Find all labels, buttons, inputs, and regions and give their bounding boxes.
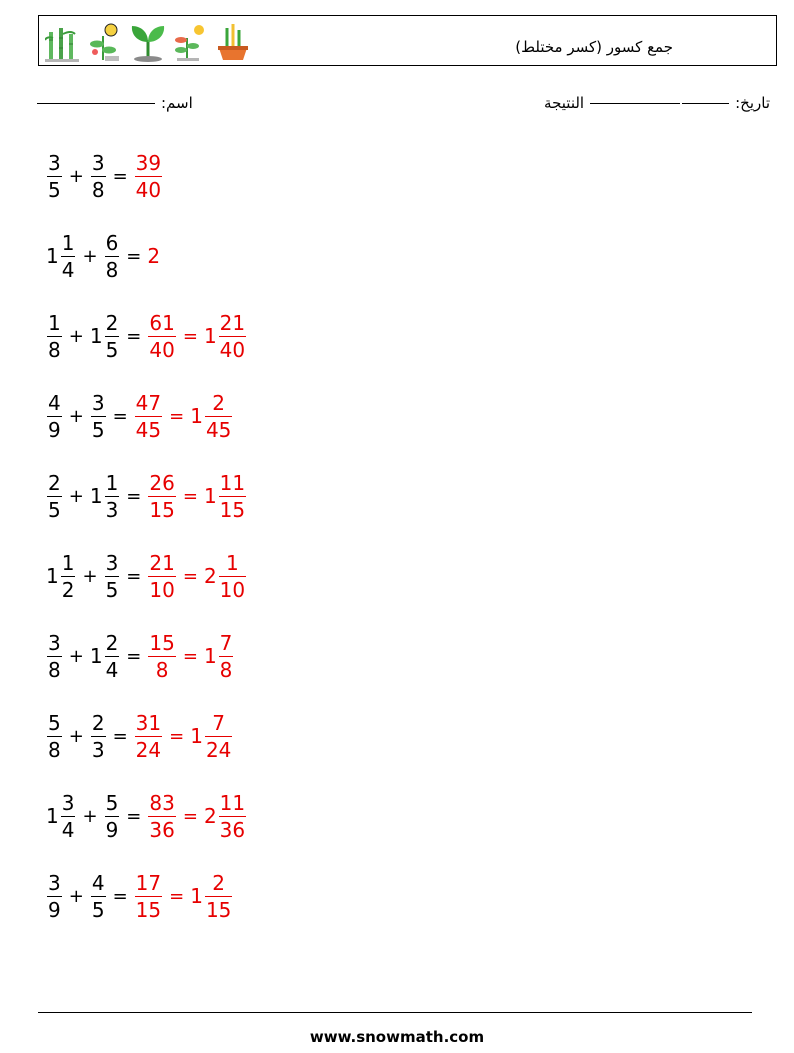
addend-b-fraction [91, 710, 106, 762]
footer-url: www.snowmath.com [309, 1028, 485, 1046]
plus-sign: + [82, 565, 98, 587]
addend-b-denominator: 3 [105, 497, 119, 522]
answer-improper-fraction [148, 310, 175, 362]
answer-mixed-whole: 1 [190, 884, 203, 908]
worksheet-header [38, 15, 777, 66]
plus-sign: + [68, 725, 84, 747]
answer-improper-numerator: 83 [149, 790, 175, 815]
addend-b-numerator: 3 [105, 550, 119, 575]
answer [147, 790, 247, 842]
answer-mixed [203, 630, 234, 682]
addend-a-numerator: 2 [48, 470, 61, 495]
addend-b [104, 790, 121, 842]
answer-mixed-numerator: 11 [219, 790, 246, 815]
answer [147, 310, 247, 362]
answer-improper [147, 244, 161, 268]
addend-b-fraction [105, 630, 120, 682]
addend-b-numerator: 4 [91, 870, 105, 895]
name-label: اسم: [161, 94, 193, 112]
answer-mixed-whole: 1 [203, 644, 217, 668]
date-blank [682, 102, 729, 104]
addend-b [89, 630, 120, 682]
problem-row [46, 144, 163, 208]
addend-a-fraction [47, 310, 62, 362]
addend-b [90, 710, 107, 762]
answer-improper-fraction [148, 550, 175, 602]
addend-b-whole: 1 [89, 484, 103, 508]
plus-sign: + [68, 485, 84, 507]
equals-sign: = [182, 645, 198, 667]
answer-improper-fraction [135, 870, 162, 922]
problem-row [46, 544, 247, 608]
answer-improper-fraction [148, 470, 175, 522]
answer-improper [147, 470, 176, 522]
answer-mixed-fraction [219, 790, 246, 842]
sprout-icon [129, 22, 167, 62]
answer-improper [147, 790, 176, 842]
addend-b-denominator: 5 [105, 337, 119, 362]
answer-improper-denominator: 8 [155, 657, 169, 682]
addend-a [46, 150, 63, 202]
addend-b [90, 390, 107, 442]
addend-a-numerator: 3 [61, 790, 75, 815]
answer-improper-numerator: 26 [149, 470, 175, 495]
answer-mixed-whole: 1 [190, 404, 203, 428]
answer-improper-denominator: 10 [149, 577, 175, 602]
answer-mixed-numerator: 2 [212, 390, 226, 415]
answer-improper [147, 550, 176, 602]
addend-b-denominator: 8 [91, 177, 105, 202]
addend-b-fraction [105, 550, 120, 602]
answer [134, 150, 163, 202]
addend-b-denominator: 9 [105, 817, 119, 842]
equals-sign: = [182, 325, 198, 347]
addend-a-denominator: 8 [48, 657, 61, 682]
answer-improper [134, 390, 163, 442]
answer-mixed-numerator: 7 [212, 710, 226, 735]
addend-a [46, 390, 63, 442]
answer-improper [134, 710, 163, 762]
addend-a-numerator: 3 [48, 630, 61, 655]
equals-sign: = [112, 165, 128, 187]
answer-mixed-fraction [219, 550, 246, 602]
equals-sign: = [169, 405, 185, 427]
problem-row [46, 864, 233, 928]
answer [147, 470, 247, 522]
answer-mixed-whole: 2 [203, 564, 217, 588]
addend-b-fraction [105, 470, 120, 522]
answer-improper-denominator: 40 [135, 177, 162, 202]
addend-a [46, 310, 63, 362]
answer-improper-numerator: 39 [135, 150, 162, 175]
answer-mixed-fraction [205, 390, 232, 442]
name-line [37, 94, 193, 112]
problem-row [46, 784, 247, 848]
addend-b [90, 150, 107, 202]
answer-mixed-denominator: 45 [205, 417, 232, 442]
addend-b [90, 870, 107, 922]
name-blank [37, 102, 155, 104]
addend-b-numerator: 2 [91, 710, 105, 735]
problem-row [46, 224, 161, 288]
addend-a-whole: 1 [46, 244, 59, 268]
answer-improper-fraction [135, 150, 162, 202]
sunflower-icon [173, 22, 209, 62]
addend-a-denominator: 5 [48, 177, 61, 202]
addend-a-fraction [47, 150, 62, 202]
answer-mixed [203, 550, 247, 602]
answer-mixed-numerator: 21 [219, 310, 246, 335]
problem-row [46, 704, 233, 768]
answer-mixed-fraction [219, 630, 234, 682]
answer-improper-denominator: 24 [135, 737, 162, 762]
addend-a-fraction [47, 630, 62, 682]
answer-mixed-fraction [219, 470, 246, 522]
addend-b-numerator: 2 [105, 310, 119, 335]
answer-mixed-denominator: 10 [219, 577, 246, 602]
addend-a-numerator: 1 [61, 550, 75, 575]
answer-mixed-denominator: 15 [205, 897, 232, 922]
addend-a [46, 870, 63, 922]
equals-sign: = [126, 645, 142, 667]
potted-plant-icon [215, 22, 251, 62]
score-blank [590, 102, 680, 104]
answer-mixed-whole: 2 [203, 804, 217, 828]
answer [134, 870, 234, 922]
answer-improper-numerator: 61 [149, 310, 175, 335]
answer-mixed-denominator: 24 [205, 737, 232, 762]
addend-a-fraction [61, 230, 76, 282]
addend-a-fraction [61, 790, 76, 842]
answer-improper-numerator: 47 [135, 390, 162, 415]
plus-sign: + [68, 165, 84, 187]
answer-mixed-denominator: 15 [219, 497, 246, 522]
addend-b-numerator: 2 [105, 630, 119, 655]
problem-row [46, 464, 247, 528]
answer [134, 710, 234, 762]
equals-sign: = [126, 325, 142, 347]
answer-mixed-numerator: 2 [212, 870, 226, 895]
answer-improper-denominator: 15 [135, 897, 162, 922]
answer-mixed-whole: 1 [203, 484, 217, 508]
addend-b-fraction [105, 790, 120, 842]
addend-b-denominator: 5 [91, 417, 105, 442]
addend-b-fraction [91, 390, 106, 442]
answer-improper [147, 630, 176, 682]
answer-improper-numerator: 31 [135, 710, 162, 735]
plus-sign: + [82, 805, 98, 827]
addend-a [46, 470, 63, 522]
addend-a [46, 230, 76, 282]
addend-b-fraction [91, 150, 106, 202]
addend-a-fraction [47, 710, 62, 762]
addend-b [104, 550, 121, 602]
answer-improper-denominator: 45 [135, 417, 162, 442]
answer-mixed [203, 470, 247, 522]
answer-mixed [190, 870, 233, 922]
addend-b-numerator: 5 [105, 790, 119, 815]
answer-improper [134, 150, 163, 202]
addend-a-denominator: 8 [48, 737, 61, 762]
answer-mixed-fraction [205, 870, 232, 922]
answer-mixed-whole: 1 [190, 724, 203, 748]
addend-b-whole: 1 [89, 644, 103, 668]
addend-a-denominator: 4 [61, 257, 75, 282]
addend-b-fraction [105, 230, 120, 282]
equals-sign: = [126, 565, 142, 587]
equals-sign: = [126, 245, 142, 267]
answer-improper-whole: 2 [147, 244, 161, 268]
addend-a-denominator: 4 [61, 817, 75, 842]
answer-improper-fraction [148, 630, 175, 682]
addend-b-fraction [91, 870, 106, 922]
addend-a-fraction [47, 870, 62, 922]
answer-improper-fraction [135, 710, 162, 762]
equals-sign: = [182, 805, 198, 827]
addend-b-numerator: 1 [105, 470, 119, 495]
answer-improper-denominator: 15 [149, 497, 175, 522]
addend-a-fraction [47, 470, 62, 522]
addend-a-denominator: 9 [48, 897, 61, 922]
addend-b [89, 310, 120, 362]
answer-improper-numerator: 17 [135, 870, 162, 895]
answer-improper-numerator: 21 [149, 550, 175, 575]
plus-sign: + [68, 325, 84, 347]
addend-a [46, 630, 63, 682]
answer-improper [134, 870, 163, 922]
addend-b-denominator: 5 [105, 577, 119, 602]
addend-b-denominator: 8 [105, 257, 119, 282]
addend-a-denominator: 8 [48, 337, 61, 362]
addend-a-numerator: 3 [48, 150, 61, 175]
addend-a-denominator: 2 [61, 577, 75, 602]
plus-sign: + [82, 245, 98, 267]
equals-sign: = [169, 885, 185, 907]
addend-b [104, 230, 121, 282]
addend-b-numerator: 3 [91, 390, 105, 415]
addend-a-numerator: 1 [61, 230, 75, 255]
answer-mixed-denominator: 8 [219, 657, 233, 682]
answer-mixed [190, 710, 233, 762]
answer [147, 244, 161, 268]
addend-a-whole: 1 [46, 564, 59, 588]
date-label: تاريخ: [735, 94, 770, 112]
answer-mixed [190, 390, 233, 442]
answer-mixed-whole: 1 [203, 324, 217, 348]
addend-a-denominator: 9 [48, 417, 61, 442]
plus-sign: + [68, 405, 84, 427]
answer-mixed-fraction [205, 710, 232, 762]
addend-b-denominator: 4 [105, 657, 119, 682]
equals-sign: = [182, 565, 198, 587]
equals-sign: = [112, 405, 128, 427]
answer-improper-fraction [135, 390, 162, 442]
addend-a-fraction [61, 550, 76, 602]
addend-b-denominator: 5 [91, 897, 105, 922]
problem-row [46, 624, 234, 688]
bamboo-icon [45, 24, 81, 62]
answer-mixed [203, 790, 247, 842]
answer-mixed-fraction [219, 310, 246, 362]
plus-sign: + [68, 645, 84, 667]
addend-a [46, 550, 76, 602]
answer [147, 550, 247, 602]
footer-divider [38, 1012, 752, 1013]
addend-b-fraction [105, 310, 120, 362]
equals-sign: = [112, 885, 128, 907]
addend-a [46, 790, 76, 842]
addend-b-numerator: 6 [105, 230, 119, 255]
answer-mixed-numerator: 1 [226, 550, 239, 575]
answer-improper-numerator: 15 [149, 630, 175, 655]
addend-a-numerator: 1 [48, 310, 61, 335]
equals-sign: = [112, 725, 128, 747]
flower-plant-icon [87, 22, 123, 62]
worksheet-title: جمع كسور (كسر مختلط) [515, 38, 673, 56]
answer-improper [147, 310, 176, 362]
answer-mixed-denominator: 40 [219, 337, 246, 362]
answer [147, 630, 234, 682]
answer-mixed-numerator: 11 [219, 470, 246, 495]
answer-improper-denominator: 36 [149, 817, 175, 842]
addend-a-fraction [47, 390, 62, 442]
addend-b-numerator: 3 [91, 150, 105, 175]
addend-a-numerator: 4 [48, 390, 61, 415]
equals-sign: = [126, 805, 142, 827]
problem-row [46, 304, 247, 368]
addend-b-denominator: 3 [91, 737, 105, 762]
addend-a-numerator: 5 [48, 710, 61, 735]
header-icons [45, 20, 251, 62]
answer-mixed [203, 310, 247, 362]
plus-sign: + [68, 885, 84, 907]
addend-a-denominator: 5 [48, 497, 61, 522]
addend-b-whole: 1 [89, 324, 103, 348]
addend-a-numerator: 3 [48, 870, 61, 895]
equals-sign: = [182, 485, 198, 507]
score-label: النتيجة [544, 94, 585, 112]
addend-a-whole: 1 [46, 804, 59, 828]
answer-improper-denominator: 40 [149, 337, 175, 362]
date-score-line [544, 94, 770, 112]
answer-mixed-denominator: 36 [219, 817, 246, 842]
equals-sign: = [169, 725, 185, 747]
addend-a [46, 710, 63, 762]
answer-improper-fraction [148, 790, 175, 842]
problem-row [46, 384, 233, 448]
equals-sign: = [126, 485, 142, 507]
answer [134, 390, 234, 442]
addend-b [89, 470, 120, 522]
answer-mixed-numerator: 7 [219, 630, 233, 655]
